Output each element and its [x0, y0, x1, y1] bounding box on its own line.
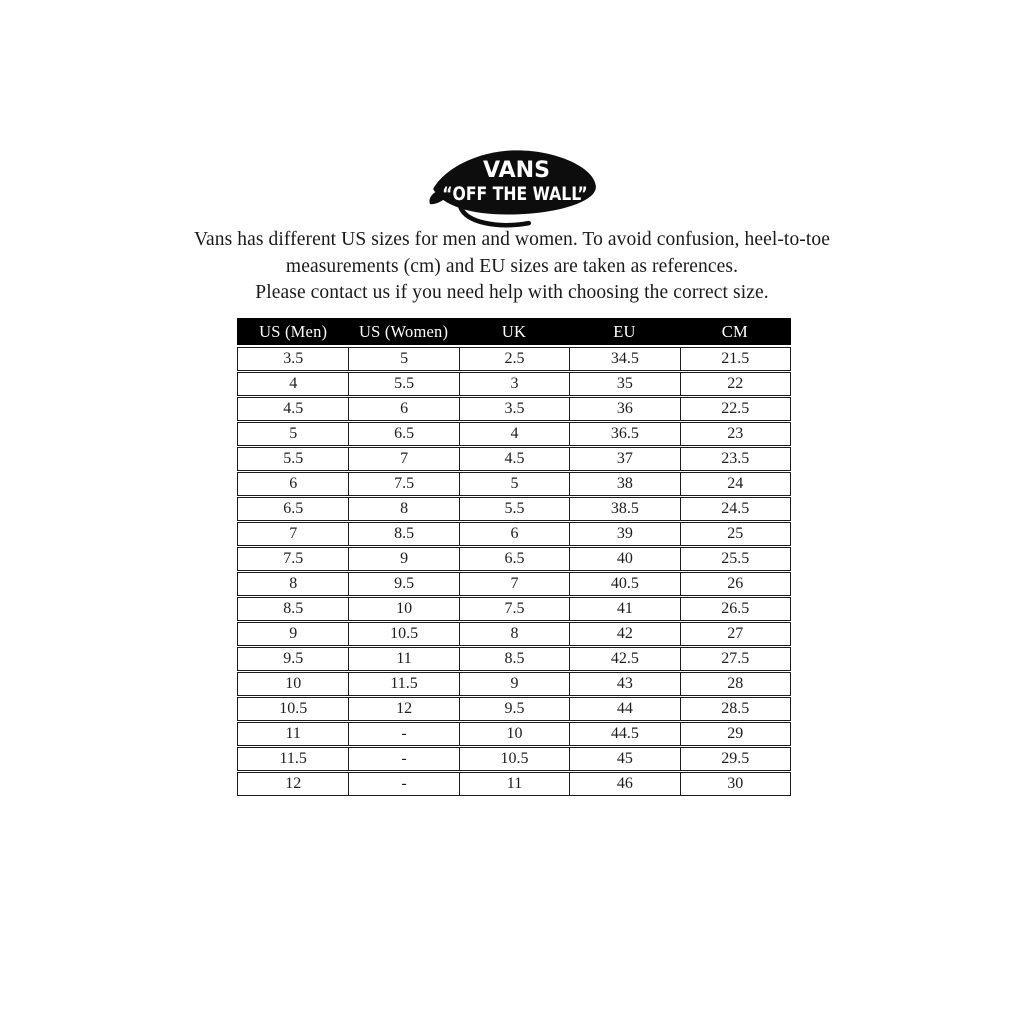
table-cell: 5 [459, 473, 569, 495]
table-cell: 8.5 [283, 600, 304, 617]
table-cell: 44 [569, 698, 679, 720]
table-row [237, 747, 791, 771]
table-cell: 38.5 [569, 498, 679, 520]
table-cell: 11 [348, 648, 458, 670]
table-cell: 23.5 [680, 448, 790, 470]
table-cell: 9 [348, 548, 458, 570]
table-cell: 23 [680, 423, 790, 445]
table-cell: 9 [289, 625, 298, 642]
table-cell: 7.5 [459, 598, 569, 620]
size-table-header-row [237, 318, 791, 345]
table-cell: 43 [569, 673, 679, 695]
table-cell: 3.5 [283, 350, 304, 367]
intro-line-3: Please contact us if you need help with choosing the correct size. [255, 282, 769, 303]
table-cell: 27.5 [680, 648, 790, 670]
table-cell: 11.5 [279, 750, 307, 767]
table-cell: 9 [459, 673, 569, 695]
table-cell: 5.5 [283, 450, 304, 467]
table-cell: 4.5 [459, 448, 569, 470]
table-row [237, 597, 791, 621]
intro-line-1: Vans has different US sizes for men and women. To avoid confusion, heel-to-toe [193, 229, 831, 250]
table-cell: 6.5 [283, 500, 304, 517]
table-row [237, 672, 791, 696]
table-cell: 24.5 [680, 498, 790, 520]
table-cell: 7 [289, 525, 298, 542]
table-cell: 39 [569, 523, 679, 545]
table-cell: 6 [459, 523, 569, 545]
table-cell: 12 [348, 698, 458, 720]
table-cell: 10 [348, 598, 458, 620]
table-cell: 40 [569, 548, 679, 570]
table-cell: 5.5 [348, 373, 458, 395]
table-cell: 8 [459, 623, 569, 645]
table-cell: 34.5 [569, 348, 679, 370]
table-cell: 10 [459, 723, 569, 745]
table-cell: 22 [680, 373, 790, 395]
table-cell: 10.5 [459, 748, 569, 770]
table-row [237, 547, 791, 571]
intro-text [0, 227, 1024, 307]
table-row [237, 472, 791, 496]
intro-line-2: measurements (cm) and EU sizes are taken as references. [285, 255, 739, 277]
table-cell: 7 [348, 448, 458, 470]
table-cell: 40.5 [569, 573, 679, 595]
table-cell: 21.5 [680, 348, 790, 370]
vans-logo-brand-text: VANS [482, 156, 551, 183]
table-cell: 11 [459, 773, 569, 795]
table-row [237, 372, 791, 396]
table-cell: 25 [680, 523, 790, 545]
table-cell: 5.5 [459, 498, 569, 520]
table-cell: 10 [285, 675, 302, 692]
table-cell: 7.5 [348, 473, 458, 495]
table-cell: 5 [348, 348, 458, 370]
table-cell: 10.5 [279, 700, 308, 717]
table-cell: 4.5 [283, 400, 304, 417]
table-cell: 25.5 [680, 548, 790, 570]
table-cell: 38 [569, 473, 679, 495]
table-cell: 27 [680, 623, 790, 645]
vans-logo [426, 146, 604, 228]
table-cell: 5 [289, 425, 298, 442]
table-cell: 41 [569, 598, 679, 620]
table-cell: - [348, 723, 458, 745]
table-row [237, 447, 791, 471]
table-cell: 9.5 [459, 698, 569, 720]
size-table-body [237, 347, 791, 796]
table-cell: 8 [289, 575, 298, 592]
table-row [237, 347, 791, 371]
table-cell: 8 [348, 498, 458, 520]
table-cell: 45 [569, 748, 679, 770]
table-row [237, 522, 791, 546]
table-cell: 9.5 [348, 573, 458, 595]
column-header: US (Men) [259, 321, 328, 341]
table-cell: 42.5 [569, 648, 679, 670]
table-cell: 35 [569, 373, 679, 395]
table-cell: 12 [285, 775, 302, 792]
table-row [237, 622, 791, 646]
table-cell: 8.5 [459, 648, 569, 670]
size-conversion-table [237, 318, 791, 797]
table-cell: 11 [285, 725, 301, 742]
table-cell: 7.5 [283, 550, 304, 567]
table-row [237, 422, 791, 446]
table-row [237, 697, 791, 721]
table-cell: 42 [569, 623, 679, 645]
table-cell: 28 [680, 673, 790, 695]
table-cell: 28.5 [680, 698, 790, 720]
table-cell: 6 [289, 475, 298, 492]
table-cell: 11.5 [348, 673, 458, 695]
column-header: US (Women) [359, 321, 449, 341]
vans-logo-tagline-text: “OFF THE WALL” [442, 184, 588, 206]
table-cell: 26.5 [680, 598, 790, 620]
table-cell: 22.5 [680, 398, 790, 420]
table-cell: 8.5 [348, 523, 458, 545]
column-header: EU [613, 321, 636, 341]
table-row [237, 647, 791, 671]
table-cell: 10.5 [348, 623, 458, 645]
table-row [237, 772, 791, 796]
table-cell: 36 [569, 398, 679, 420]
table-cell: 6.5 [459, 548, 569, 570]
table-cell: 2.5 [459, 348, 569, 370]
column-header: UK [501, 321, 527, 341]
table-cell: 3 [459, 373, 569, 395]
table-row [237, 497, 791, 521]
table-cell: 46 [569, 773, 679, 795]
table-cell: 3.5 [459, 398, 569, 420]
table-cell: 4 [459, 423, 569, 445]
table-cell: 30 [680, 773, 790, 795]
vans-logo-graphic [426, 146, 604, 228]
table-row [237, 572, 791, 596]
table-cell: 37 [569, 448, 679, 470]
table-cell: 6 [348, 398, 458, 420]
table-cell: 26 [680, 573, 790, 595]
table-cell: 24 [680, 473, 790, 495]
table-cell: 9.5 [283, 650, 304, 667]
table-cell: - [348, 748, 458, 770]
table-cell: 7 [459, 573, 569, 595]
column-header: CM [721, 321, 748, 341]
table-cell: 4 [289, 375, 298, 392]
table-cell: 29.5 [680, 748, 790, 770]
table-cell: - [348, 773, 458, 795]
table-row [237, 397, 791, 421]
table-cell: 29 [680, 723, 790, 745]
table-row [237, 722, 791, 746]
table-cell: 6.5 [348, 423, 458, 445]
table-cell: 36.5 [569, 423, 679, 445]
table-cell: 44.5 [569, 723, 679, 745]
